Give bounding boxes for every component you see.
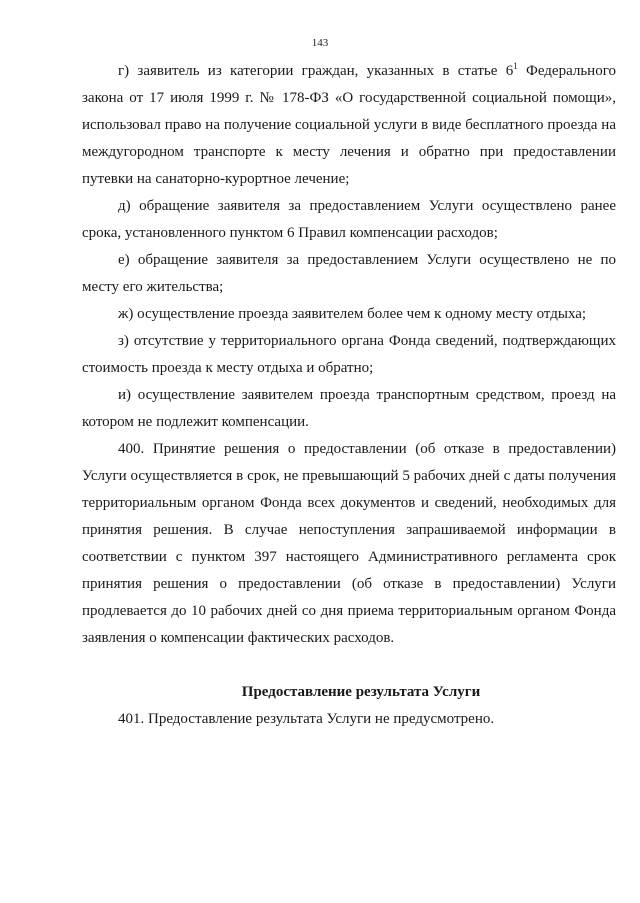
paragraph-401: 401. Предоставление результата Услуги не предусмотрено. — [118, 711, 495, 727]
section-heading: Предоставление результата Услуги — [241, 684, 481, 700]
paragraph-item-g — [82, 58, 616, 193]
superscript-marker: 1 — [513, 61, 518, 71]
paragraph-item-d: д) обращение заявителя за предоставлением Услуги осуществлено ранее срока, установленного пунктом 6 Правил компенсации расходов; — [82, 198, 616, 241]
paragraph-item-zh: ж) осуществление проезда заявителем более чем к одному месту отдыха; — [118, 306, 587, 322]
paragraph-item-g-text-end: Федерального закона от 17 июля 1999 г. № 178-ФЗ «О государственной социальной помощи», использовал право на получение социальной услуги в виде бесплатного проезда на междугородном транспорте к месту лечения и обратно при предоставлении путевки на санаторно-курортное лечение; — [82, 63, 616, 187]
paragraph-400: 400. Принятие решения о предоставлении (об отказе в предоставлении) Услуги осуществляется в срок, не превышающий 5 рабочих дней с даты получения территориальным органом Фонда всех документов и сведений, необходимых для принятия решения. В случае непоступления запрашиваемой информации в соответствии с пунктом 397 настоящего Административного регламента срок принятия решения о предоставлении (об отказе в предоставлении) Услуги продлевается до 10 рабочих дней со дня приема территориальным органом Фонда заявления о компенсации фактических расходов. — [82, 441, 616, 646]
page-number: 143 — [311, 37, 329, 49]
paragraph-item-e: е) обращение заявителя за предоставлением Услуги осуществлено не по месту его жительства; — [82, 252, 616, 295]
document-body — [82, 58, 616, 733]
paragraph-item-i: и) осуществление заявителем проезда транспортным средством, проезд на котором не подлежит компенсации. — [82, 387, 616, 430]
paragraph-item-z: з) отсутствие у территориального органа Фонда сведений, подтверждающих стоимость проезда к месту отдыха и обратно; — [82, 333, 616, 376]
paragraph-item-g-text-start: г) заявитель из категории граждан, указанных в статье 6 — [118, 63, 514, 79]
